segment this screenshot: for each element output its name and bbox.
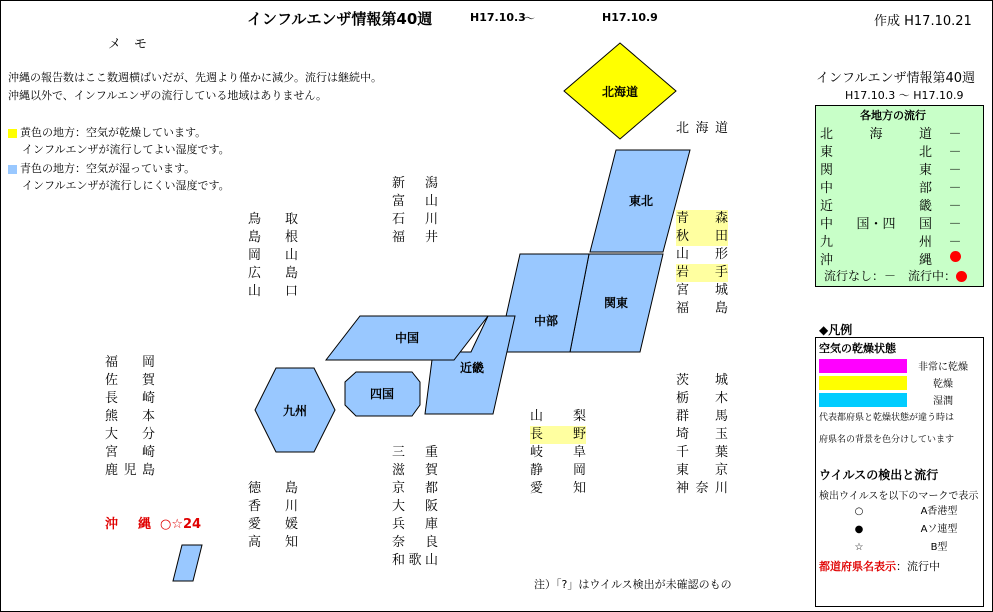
period-end: H17.10.9 xyxy=(602,11,658,24)
panel-period: H17.10.3 ～ H17.10.9 xyxy=(845,89,964,102)
pref-shikoku-3: 高 知 xyxy=(248,535,298,550)
pref-kanto-1: 栃 木 xyxy=(676,391,728,406)
pref-kyushu-2: 長 崎 xyxy=(105,391,155,406)
footnote: 注）「?」はウイルス検出が未確認のもの xyxy=(534,578,732,591)
panel-footer: 流行なし：－ 流行中： xyxy=(824,267,967,284)
pref-hokuriku-1: 富 山 xyxy=(392,194,438,209)
memo-yellow-2: インフルエンザが流行してよい湿度です。 xyxy=(22,143,230,156)
pref-kanto-6: 神 奈 川 xyxy=(676,481,728,496)
pref-kyushu-1: 佐 賀 xyxy=(105,373,155,388)
status-row: 関 東 － xyxy=(820,163,962,178)
pref-chubu-4: 愛 知 xyxy=(530,481,586,496)
period-separator: ～ xyxy=(524,12,535,25)
dryness-heading: 空気の乾燥状態 xyxy=(819,342,896,355)
memo-line-1: 沖縄の報告数はここ数週横ばいだが、先週より僅かに減少。流行は継続中。 xyxy=(8,71,382,84)
pref-kinki-4: 兵 庫 xyxy=(392,517,438,532)
pref-tohoku-0: 青 森 xyxy=(676,211,728,226)
pref-hokuriku-0: 新 潟 xyxy=(392,176,438,191)
pref-kinki-1: 滋 賀 xyxy=(392,463,438,478)
memo-yellow-1: 黄色の地方：空気が乾燥しています。 xyxy=(8,124,206,140)
pref-shikoku-1: 香 川 xyxy=(248,499,298,514)
period-start: H17.10.3 xyxy=(470,11,526,24)
pref-kinki-6: 和 歌 山 xyxy=(392,553,438,568)
pref-kanto-2: 群 馬 xyxy=(676,409,728,424)
region-label-chugoku: 中国 xyxy=(394,331,420,345)
region-label-tohoku: 東北 xyxy=(628,194,654,208)
pref-shikoku-0: 徳 島 xyxy=(248,481,298,496)
pref-chubu-2: 岐 阜 xyxy=(530,445,586,460)
pref-kyushu-6: 鹿 児 島 xyxy=(105,463,155,478)
memo-blue-1: 青色の地方：空気が湿っています。 xyxy=(8,160,195,176)
pref-chugoku-4: 山 口 xyxy=(248,284,298,299)
region-okinawa[interactable] xyxy=(173,545,202,581)
pref-kyushu-0: 福 岡 xyxy=(105,355,155,370)
status-row: 中 部 － xyxy=(820,181,962,196)
legend-swatch xyxy=(819,359,907,373)
status-row: 北 海 道 － xyxy=(820,127,962,142)
pref-kyushu-3: 熊 本 xyxy=(105,409,155,424)
memo-line-2: 沖縄以外で、インフルエンザの流行している地域はありません。 xyxy=(8,89,327,102)
status-row: 中 国・四 国 － xyxy=(820,217,962,232)
status-row: 九 州 － xyxy=(820,235,962,250)
panel-heading: 各地方の流行 xyxy=(860,109,926,122)
active-dot-icon xyxy=(950,251,961,262)
region-label-shikoku: 四国 xyxy=(369,387,395,401)
pref-tohoku-3: 岩 手 xyxy=(676,265,728,280)
pref-chugoku-1: 島 根 xyxy=(248,230,298,245)
pref-chubu-1: 長 野 xyxy=(530,427,586,442)
pref-tohoku-1: 秋 田 xyxy=(676,229,728,244)
legend-panel xyxy=(815,323,984,607)
legend-swatch xyxy=(819,376,907,390)
pref-kinki-3: 大 阪 xyxy=(392,499,438,514)
pref-chubu-3: 静 岡 xyxy=(530,463,586,478)
legend-note-2: 府県名の背景を色分けしています xyxy=(819,435,955,445)
virus-mark-item: ☆ B型 xyxy=(854,542,948,553)
legend-red-label: 都道府県名表示：流行中 xyxy=(819,560,940,573)
pref-kanto-4: 千 葉 xyxy=(676,445,728,460)
pref-hokuriku-2: 石 川 xyxy=(392,212,438,227)
legend-swatch xyxy=(819,393,907,407)
status-row: 沖 縄 xyxy=(820,249,980,268)
pref-shikoku-2: 愛 媛 xyxy=(248,517,298,532)
pref-hokuriku-3: 福 井 xyxy=(392,230,438,245)
virus-subheading: 検出ウイルスを以下のマークで表示 xyxy=(819,491,979,502)
region-label-hokkaido: 北海道 xyxy=(601,85,639,99)
status-row: 東 北 － xyxy=(820,145,962,160)
pref-tohoku-4: 宮 城 xyxy=(676,283,728,298)
virus-mark-item: ○ A香港型 xyxy=(854,506,958,517)
region-label-chubu: 中部 xyxy=(533,314,559,328)
pref-kanto-0: 茨 城 xyxy=(676,373,728,388)
pref-kyushu-5: 宮 崎 xyxy=(105,445,155,460)
legend-item: 非常に乾燥 xyxy=(819,355,979,374)
okinawa-virus-marker: ○☆24 xyxy=(160,517,202,532)
memo-blue-2: インフルエンザが流行しにくい湿度です。 xyxy=(22,179,230,192)
region-label-kanto: 関東 xyxy=(603,296,629,310)
pref-kinki-2: 京 都 xyxy=(392,481,438,496)
pref-okinawa: 沖 縄 xyxy=(105,517,151,532)
pref-kinki-5: 奈 良 xyxy=(392,535,438,550)
pref-kanto-5: 東 京 xyxy=(676,463,728,478)
virus-heading: ウイルスの検出と流行 xyxy=(819,468,939,482)
page-title: インフルエンザ情報第40週 xyxy=(247,10,433,28)
panel-title: インフルエンザ情報第40週 xyxy=(816,71,976,86)
pref-kyushu-4: 大 分 xyxy=(105,427,155,442)
legend-title: ◆凡例 xyxy=(819,323,853,337)
pref-chubu-0: 山 梨 xyxy=(530,409,586,424)
pref-tohoku-5: 福 島 xyxy=(676,301,728,316)
legend-item: 乾燥 xyxy=(819,372,979,391)
legend-note-1: 代表都府県と乾燥状態が違う時は xyxy=(819,413,955,423)
region-label-kinki: 近畿 xyxy=(459,361,485,375)
pref-chugoku-2: 岡 山 xyxy=(248,248,298,263)
pref-chugoku-3: 広 島 xyxy=(248,266,298,281)
legend-item: 湿潤 xyxy=(819,389,979,408)
pref-kinki-0: 三 重 xyxy=(392,445,438,460)
status-row: 近 畿 － xyxy=(820,199,962,214)
memo-heading: メ モ xyxy=(108,37,148,52)
pref-kanto-3: 埼 玉 xyxy=(676,427,728,442)
pref-hokkaido-0: 北 海 道 xyxy=(676,121,728,136)
virus-mark-item: ● Aソ連型 xyxy=(854,524,958,535)
created-date: 作成 H17.10.21 xyxy=(874,14,972,29)
pref-chugoku-0: 鳥 取 xyxy=(248,212,298,227)
regional-status-panel xyxy=(815,105,984,287)
pref-tohoku-2: 山 形 xyxy=(676,247,728,262)
region-label-kyushu: 九州 xyxy=(282,404,308,418)
